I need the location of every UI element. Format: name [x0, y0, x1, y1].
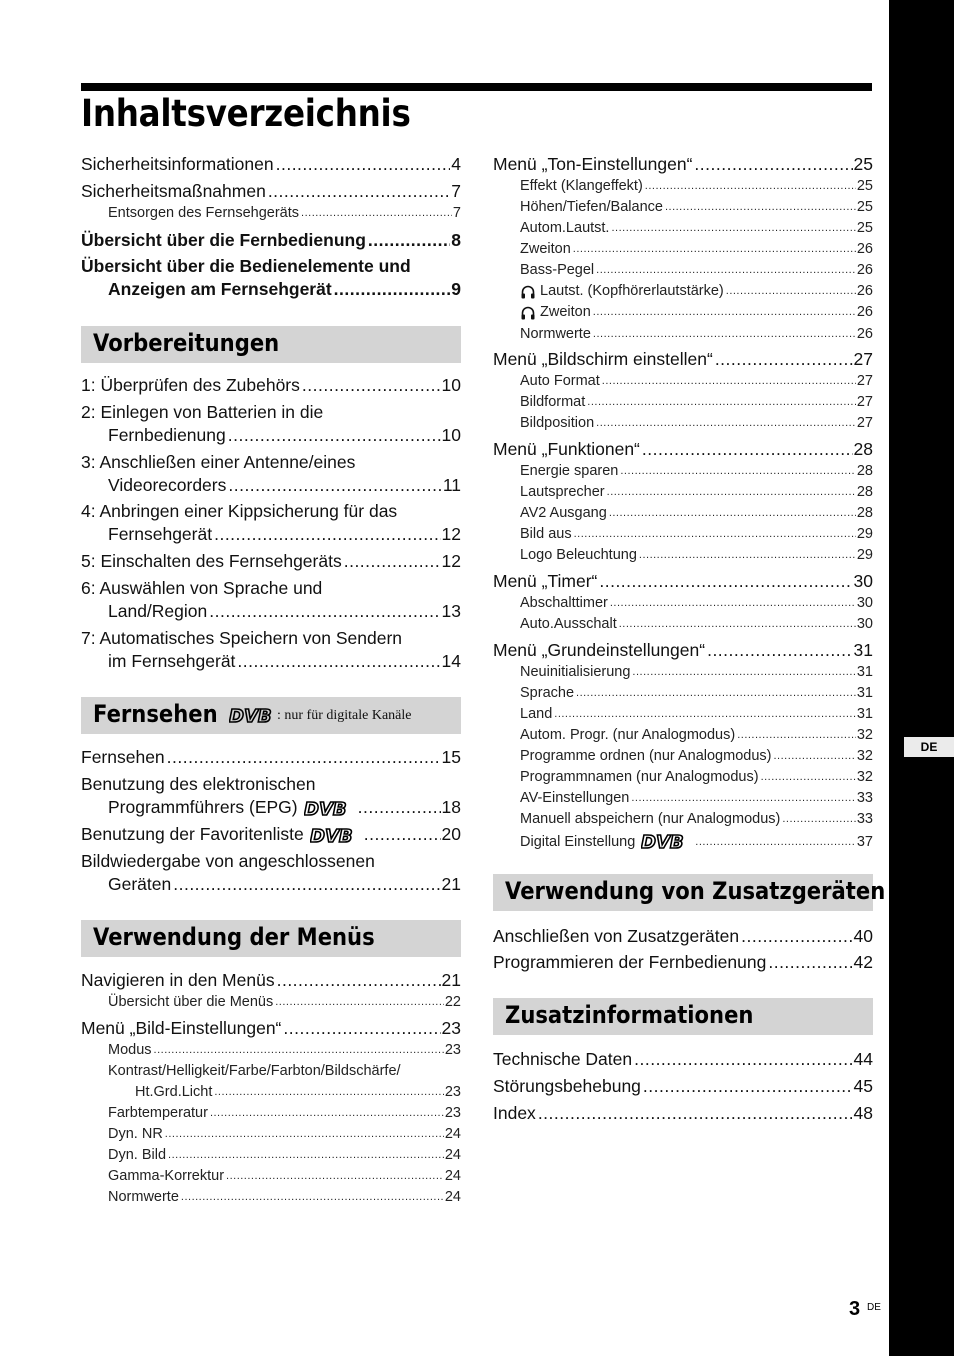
- dvb-logo-icon: [641, 831, 687, 851]
- toc-subentry[interactable]: Effekt (Klangeffekt) ..... 25: [520, 177, 873, 195]
- toc-subentry[interactable]: Bass-Pegel ..... 26: [520, 261, 873, 279]
- title-rule: [81, 83, 872, 91]
- page-title: Inhaltsverzeichnis: [81, 92, 411, 135]
- page-number: 3: [849, 1298, 861, 1320]
- toc-subentry[interactable]: Farbtemperatur ..... 23: [108, 1104, 461, 1122]
- language-tab: DE: [904, 737, 954, 757]
- toc-entry-line2[interactable]: Programmführers (EPG) DVB ..... 18: [108, 796, 461, 818]
- toc-subentry-line1[interactable]: Kontrast/Helligkeit/Farbe/Farbton/Bildschärfe/: [108, 1063, 401, 1079]
- toc-entry-line1[interactable]: 6: Auswählen von Sprache und: [81, 578, 323, 598]
- section-band-vorbereitungen: [81, 326, 461, 363]
- svg-text:DVB: DVB: [641, 832, 684, 851]
- toc-subentry[interactable]: Höhen/Tiefen/Balance ..... 25: [520, 198, 873, 216]
- dvb-logo-icon: [310, 825, 356, 845]
- toc-subentry[interactable]: Bildformat ..... 27: [520, 393, 873, 411]
- toc-subentry-line2[interactable]: Ht.Grd.Licht ..... 23: [135, 1083, 461, 1101]
- toc-subentry[interactable]: AV2 Ausgang ..... 28: [520, 504, 873, 522]
- toc-entry-line1[interactable]: Bildwiedergabe von angeschlossenen: [81, 851, 375, 871]
- toc-entry-line1[interactable]: 3: Anschließen einer Antenne/eines: [81, 452, 356, 472]
- section-heading: Vorbereitungen: [93, 329, 280, 357]
- toc-subentry[interactable]: Gamma-Korrektur ..... 24: [108, 1167, 461, 1185]
- section-heading: Fernsehen: [93, 700, 218, 728]
- toc-entry-line2[interactable]: Land/Region ..... 13: [108, 600, 461, 622]
- toc-subentry[interactable]: Lautst. (Kopfhörerlautstärke) ..... 26: [520, 282, 873, 300]
- toc-subentry[interactable]: Bild aus ..... 29: [520, 525, 873, 543]
- headphones-icon: [520, 284, 536, 300]
- section-heading: Verwendung der Menüs: [93, 923, 375, 951]
- toc-entry[interactable]: Sicherheitsmaßnahmen ..... 7: [81, 180, 461, 202]
- section-heading: Verwendung von Zusatzgeräten: [505, 877, 886, 905]
- toc-entry[interactable]: Menü „Funktionen“ ..... 28: [493, 438, 873, 460]
- toc-entry[interactable]: 5: Einschalten des Fernsehgeräts ..... 12: [81, 550, 461, 572]
- toc-entry[interactable]: Menü „Bild-Einstellungen“ ..... 23: [81, 1017, 461, 1039]
- section-heading: Zusatzinformationen: [505, 1001, 754, 1029]
- toc-entry-line2[interactable]: Videorecorders ..... 11: [108, 474, 461, 496]
- toc-entry-line1[interactable]: 2: Einlegen von Batterien in die: [81, 402, 324, 422]
- section-band-zusatzinfo: [493, 998, 873, 1035]
- svg-text:DVB: DVB: [229, 706, 272, 725]
- toc-entry[interactable]: Fernsehen ..... 15: [81, 746, 461, 768]
- toc-subentry[interactable]: Übersicht über die Menüs ..... 22: [108, 993, 461, 1011]
- toc-subentry[interactable]: Auto.Ausschalt ..... 30: [520, 615, 873, 633]
- toc-subentry[interactable]: Dyn. NR ..... 24: [108, 1125, 461, 1143]
- toc-entry[interactable]: Navigieren in den Menüs ..... 21: [81, 969, 461, 991]
- section-band-zusatzgeraete: [493, 874, 886, 911]
- toc-subentry[interactable]: Land ..... 31: [520, 705, 873, 723]
- toc-entry[interactable]: Menü „Grundeinstellungen“ ..... 31: [493, 639, 873, 661]
- page-language: DE: [867, 1302, 881, 1313]
- toc-entry-line1[interactable]: 4: Anbringen einer Kippsicherung für das: [81, 501, 398, 521]
- toc-entry[interactable]: Übersicht über die Fernbedienung ..... 8: [81, 229, 461, 251]
- toc-entry[interactable]: Menü „Timer“ ..... 30: [493, 570, 873, 592]
- toc-entry-line1[interactable]: 7: Automatisches Speichern von Sendern: [81, 628, 403, 648]
- toc-entry[interactable]: Menü „Ton-Einstellungen“ ..... 25: [493, 153, 873, 175]
- toc-subentry[interactable]: Zweiton ..... 26: [520, 303, 873, 321]
- toc-subentry[interactable]: Lautsprecher ..... 28: [520, 483, 873, 501]
- section-band-menues: [81, 920, 461, 957]
- toc-subentry[interactable]: Programme ordnen (nur Analogmodus) ..... 32: [520, 747, 873, 765]
- toc-subentry[interactable]: Autom. Progr. (nur Analogmodus) ..... 32: [520, 726, 873, 744]
- toc-entry[interactable]: Menü „Bildschirm einstellen“ ..... 27: [493, 348, 873, 370]
- toc-entry[interactable]: Anschließen von Zusatzgeräten ..... 40: [493, 925, 873, 947]
- toc-entry-line1[interactable]: Benutzung des elektronischen: [81, 774, 316, 794]
- dvb-logo-icon: [229, 705, 275, 730]
- toc-subentry[interactable]: Manuell abspeichern (nur Analogmodus) ..... 33: [520, 810, 873, 828]
- toc-subentry[interactable]: Abschalttimer ..... 30: [520, 594, 873, 612]
- toc-subentry[interactable]: Programmnamen (nur Analogmodus) ..... 32: [520, 768, 873, 786]
- toc-entry-line2[interactable]: Anzeigen am Fernsehgerät ..... 9: [108, 278, 461, 300]
- toc-subentry[interactable]: Energie sparen ..... 28: [520, 462, 873, 480]
- toc-subentry[interactable]: Bildposition ..... 27: [520, 414, 873, 432]
- toc-entry[interactable]: Sicherheitsinformationen ..... 4: [81, 153, 461, 175]
- toc-entry[interactable]: Störungsbehebung ..... 45: [493, 1075, 873, 1097]
- toc-subentry[interactable]: Neuinitialisierung ..... 31: [520, 663, 873, 681]
- dvb-logo-icon: [304, 798, 350, 818]
- toc-subentry[interactable]: Normwerte ..... 26: [520, 325, 873, 343]
- toc-entry[interactable]: Index ..... 48: [493, 1102, 873, 1124]
- toc-entry-line2[interactable]: Geräten ..... 21: [108, 873, 461, 895]
- toc-subentry[interactable]: Digital Einstellung DVB ..... 37: [520, 831, 873, 851]
- toc-subentry[interactable]: Modus ..... 23: [108, 1041, 461, 1059]
- toc-subentry[interactable]: Entsorgen des Fernsehgeräts ..... 7: [108, 204, 461, 222]
- toc-entry[interactable]: Technische Daten ..... 44: [493, 1048, 873, 1070]
- toc-subentry[interactable]: Autom.Lautst. ..... 25: [520, 219, 873, 237]
- toc-subentry[interactable]: Auto Format ..... 27: [520, 372, 873, 390]
- toc-entry-line2[interactable]: Fernbedienung ..... 10: [108, 424, 461, 446]
- toc-subentry[interactable]: Normwerte ..... 24: [108, 1188, 461, 1206]
- headphones-icon: [520, 305, 536, 321]
- toc-subentry[interactable]: AV-Einstellungen ..... 33: [520, 789, 873, 807]
- toc-entry[interactable]: Programmieren der Fernbedienung ..... 42: [493, 951, 873, 973]
- toc-entry[interactable]: Benutzung der Favoritenliste DVB ..... 20: [81, 823, 461, 845]
- section-band-fernsehen: [81, 697, 461, 734]
- toc-subentry[interactable]: Dyn. Bild ..... 24: [108, 1146, 461, 1164]
- toc-entry-line2[interactable]: Fernsehgerät ..... 12: [108, 523, 461, 545]
- toc-entry-line2[interactable]: im Fernsehgerät ..... 14: [108, 650, 461, 672]
- svg-text:DVB: DVB: [309, 826, 353, 845]
- toc-subentry[interactable]: Zweiton ..... 26: [520, 240, 873, 258]
- toc-subentry[interactable]: Sprache ..... 31: [520, 684, 873, 702]
- svg-text:DVB: DVB: [303, 799, 347, 818]
- side-thumb-bar: [889, 0, 954, 1356]
- dvb-note: : nur für digitale Kanäle: [277, 708, 412, 723]
- toc-entry-line1[interactable]: Übersicht über die Bedienelemente und: [81, 256, 411, 276]
- toc-entry[interactable]: 1: Überprüfen des Zubehörs ..... 10: [81, 374, 461, 396]
- toc-subentry[interactable]: Logo Beleuchtung ..... 29: [520, 546, 873, 564]
